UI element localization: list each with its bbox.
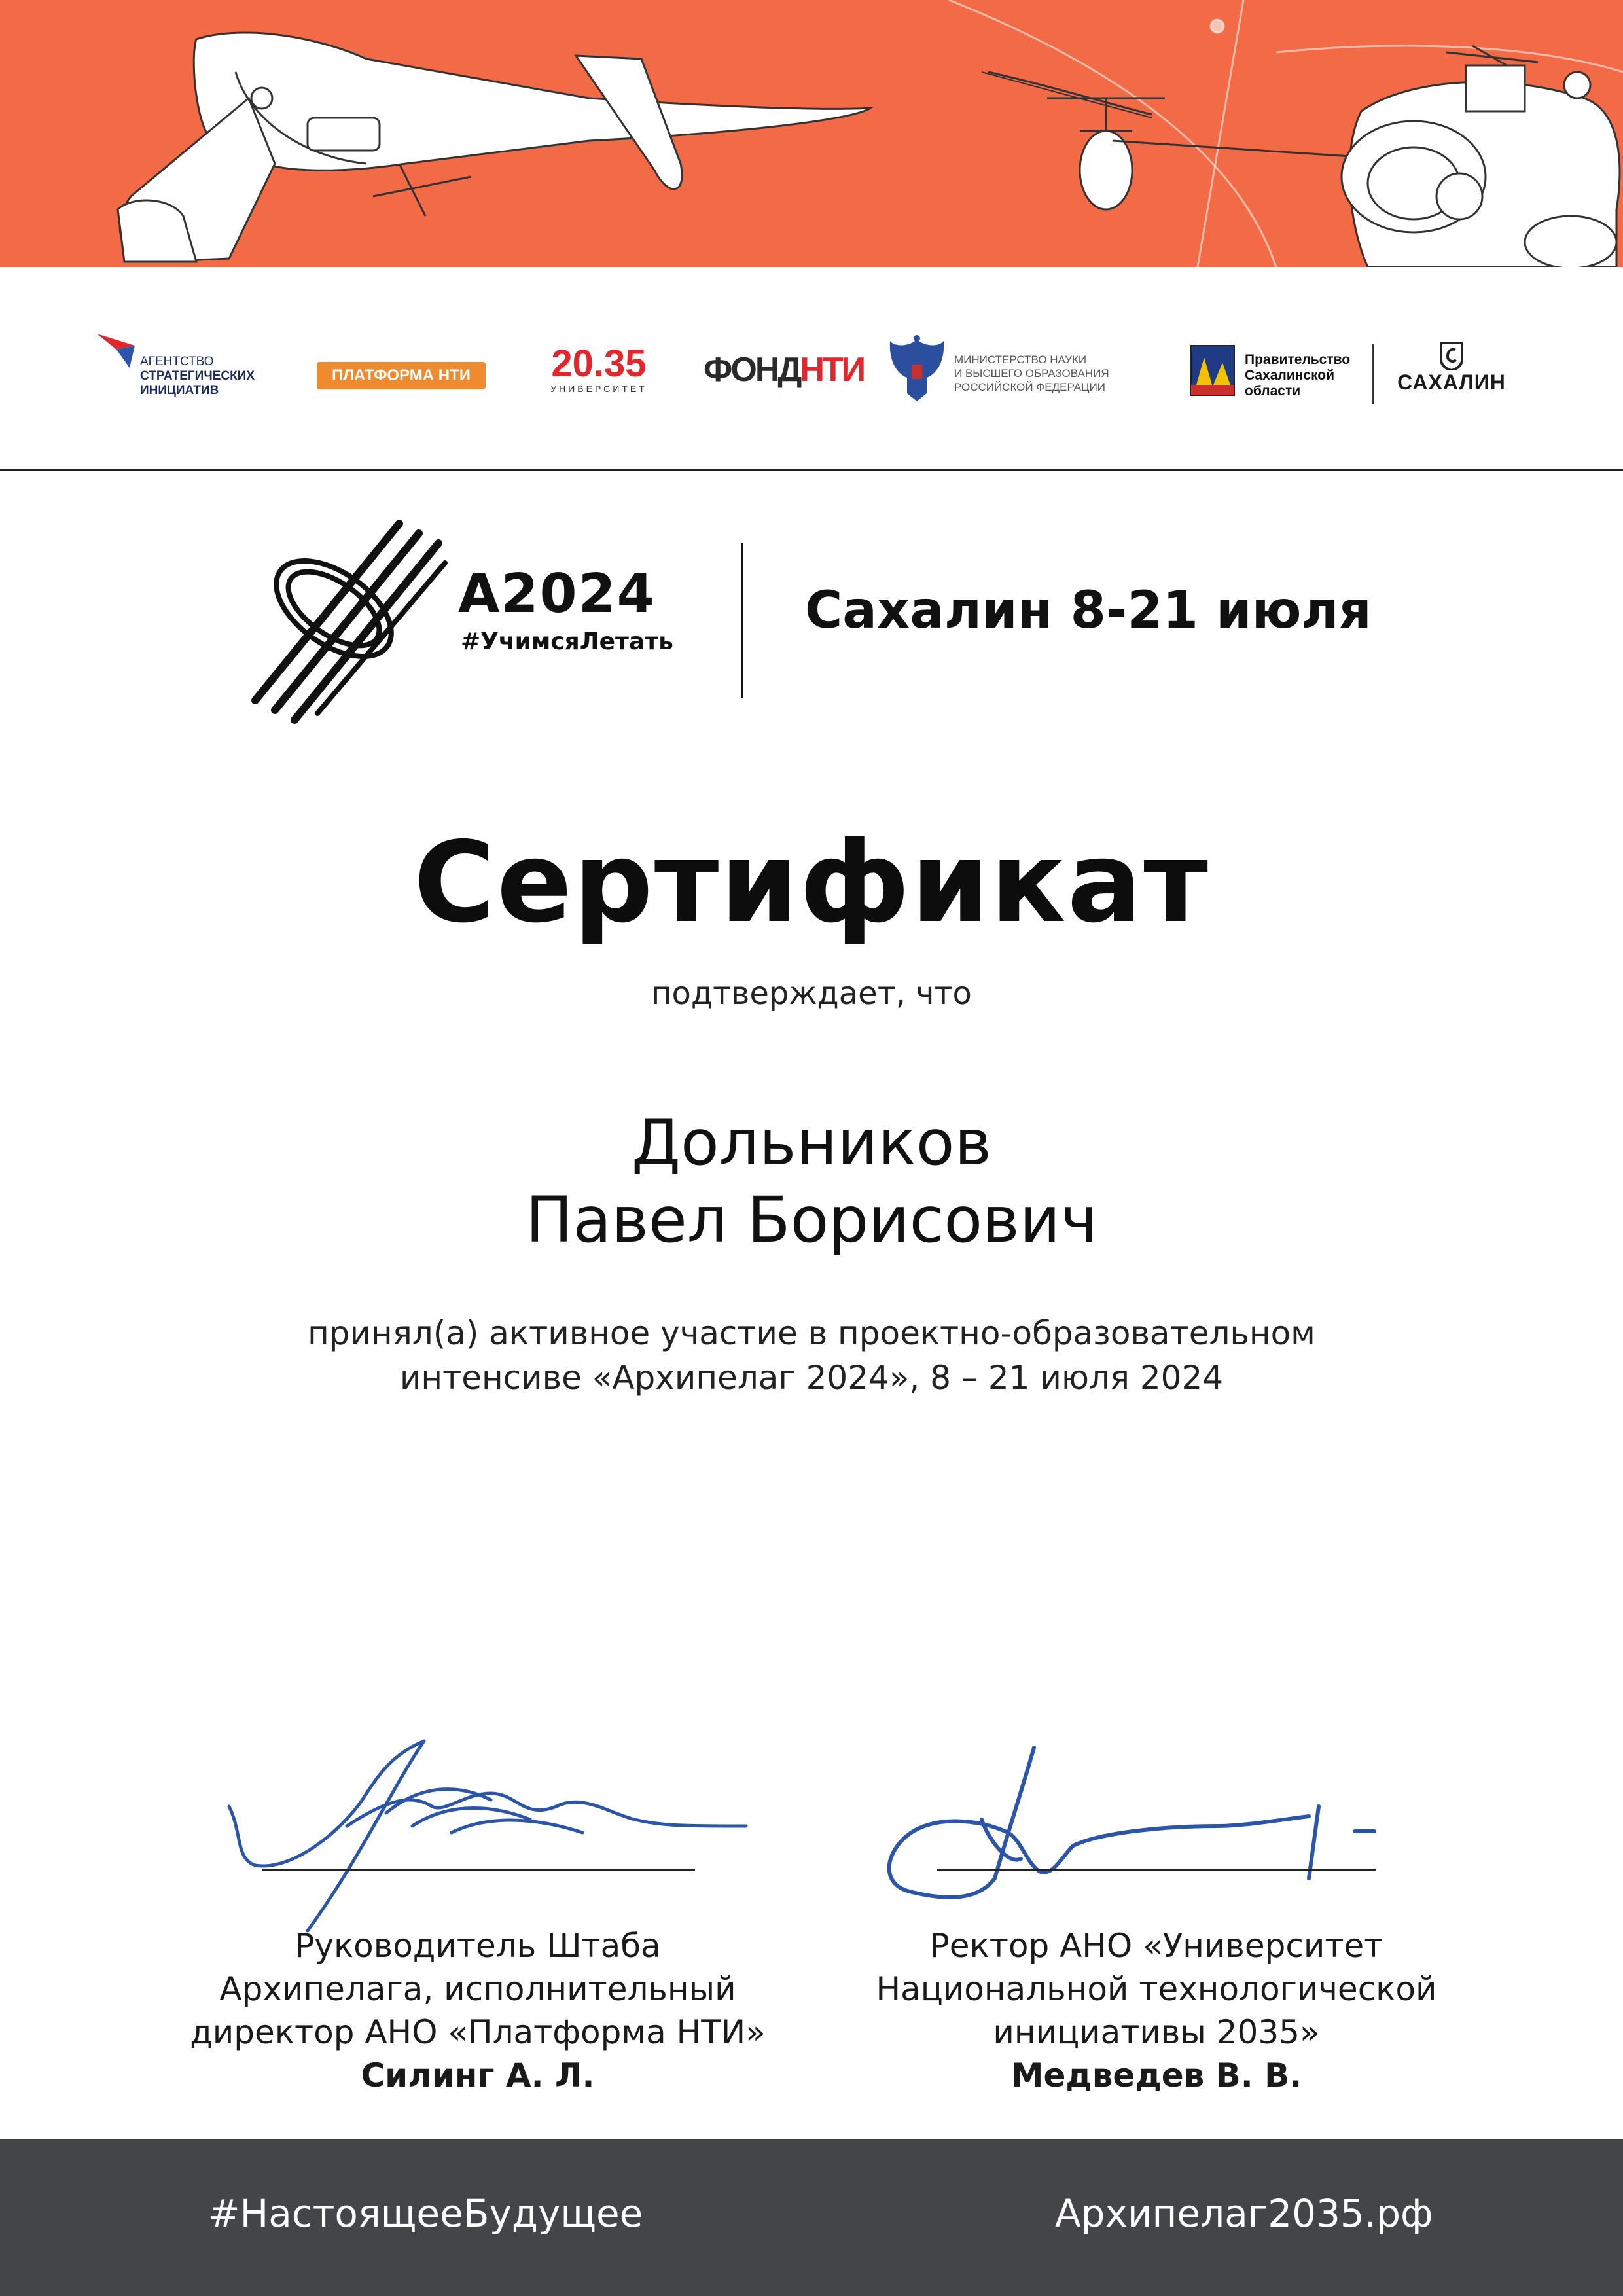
asi-logo xyxy=(97,331,267,410)
footer-site[interactable]: Архипелаг2035.рф xyxy=(1055,2191,1433,2236)
ministry-line-3: РОССИЙСКОЙ ФЕДЕРАЦИИ xyxy=(954,381,1106,393)
footer-bar xyxy=(0,2139,1623,2296)
header-illustration xyxy=(0,0,1623,267)
event-place-dates: Сахалин 8-21 июля xyxy=(805,581,1372,640)
signature-medvedev xyxy=(877,1734,1414,1918)
event-block xyxy=(0,497,1623,733)
certificate-body-line-2: интенсиве «Архипелаг 2024», 8 – 21 июля 2024 xyxy=(399,1359,1224,1397)
asi-arrow-icon xyxy=(97,331,143,370)
sakhalin-coat-of-arms-icon xyxy=(1190,344,1236,397)
university-2035-logo xyxy=(543,344,654,403)
signatory-1-position-2: Архипелага, исполнительный xyxy=(219,1970,736,2008)
drone-illustration xyxy=(0,0,1623,267)
ministry-line-1: МИНИСТЕРСТВО НАУКИ xyxy=(954,353,1087,366)
header-divider xyxy=(0,469,1623,471)
signatory-2 xyxy=(829,1924,1484,2097)
signatory-1-position-1: Руководитель Штаба xyxy=(294,1927,661,1965)
event-divider xyxy=(741,543,743,698)
signatory-1-name: Силинг А. Л. xyxy=(361,2056,595,2094)
u2035-label: УНИВЕРСИТЕТ xyxy=(550,384,647,394)
a2024-emblem-icon xyxy=(242,511,458,726)
sakhalin-label: САХАЛИН xyxy=(1397,370,1506,394)
sakhalin-government-logo xyxy=(1190,344,1380,403)
gov-line-3: области xyxy=(1245,384,1301,399)
signature-line-2 xyxy=(937,1869,1376,1871)
gov-line-2: Сахалинской xyxy=(1245,368,1335,383)
recipient-surname: Дольников xyxy=(631,1106,992,1179)
nti-label: НТИ xyxy=(800,351,865,389)
recipient-given-names: Павел Борисович xyxy=(526,1183,1097,1257)
signature-line-1 xyxy=(262,1869,695,1871)
certificate-subtitle: подтверждает, что xyxy=(651,975,972,1012)
ministry-line-2: И ВЫСШЕГО ОБРАЗОВАНИЯ xyxy=(954,367,1109,380)
fond-label: ФОНД xyxy=(704,351,800,389)
platform-nti-label: ПЛАТФОРМА НТИ xyxy=(331,367,471,384)
asi-line-2: СТРАТЕГИЧЕСКИХ xyxy=(140,369,255,383)
signatory-2-position-1: Ректор АНО «Университет xyxy=(929,1927,1383,1965)
u2035-number: 20.35 xyxy=(551,342,647,385)
partner-logos xyxy=(0,267,1623,470)
signatory-2-position-3: инициативы 2035» xyxy=(993,2013,1320,2051)
sakhalin-shield-icon xyxy=(1438,342,1465,370)
signatory-1-position-3: директор АНО «Платформа НТИ» xyxy=(190,2013,766,2051)
asi-line-1: АГЕНТСТВО xyxy=(140,355,214,368)
footer-hashtag: #НастоящееБудущее xyxy=(208,2191,643,2236)
fond-nti-logo xyxy=(704,347,865,393)
asi-line-3: ИНИЦИАТИВ xyxy=(140,384,219,397)
signatory-2-position-2: Национальной технологической xyxy=(876,1970,1437,2008)
event-code: A2024 xyxy=(458,563,656,625)
sakhalin-brand-logo xyxy=(1386,342,1517,407)
eagle-emblem-icon xyxy=(887,334,946,405)
signatory-1 xyxy=(151,1924,805,2097)
certificate-title: Сертификат xyxy=(414,818,1209,948)
event-hashtag: #УчимсяЛетать xyxy=(461,628,673,655)
logo-divider xyxy=(1372,344,1374,404)
gov-line-1: Правительство xyxy=(1245,352,1351,367)
signature-siling xyxy=(216,1728,753,1944)
signatory-2-name: Медведев В. В. xyxy=(1010,2056,1302,2094)
certificate-body-line-1: принял(а) активное участие в проектно-образовательном xyxy=(308,1314,1315,1352)
ministry-logo xyxy=(887,334,1123,406)
platform-nti-logo xyxy=(317,362,486,389)
